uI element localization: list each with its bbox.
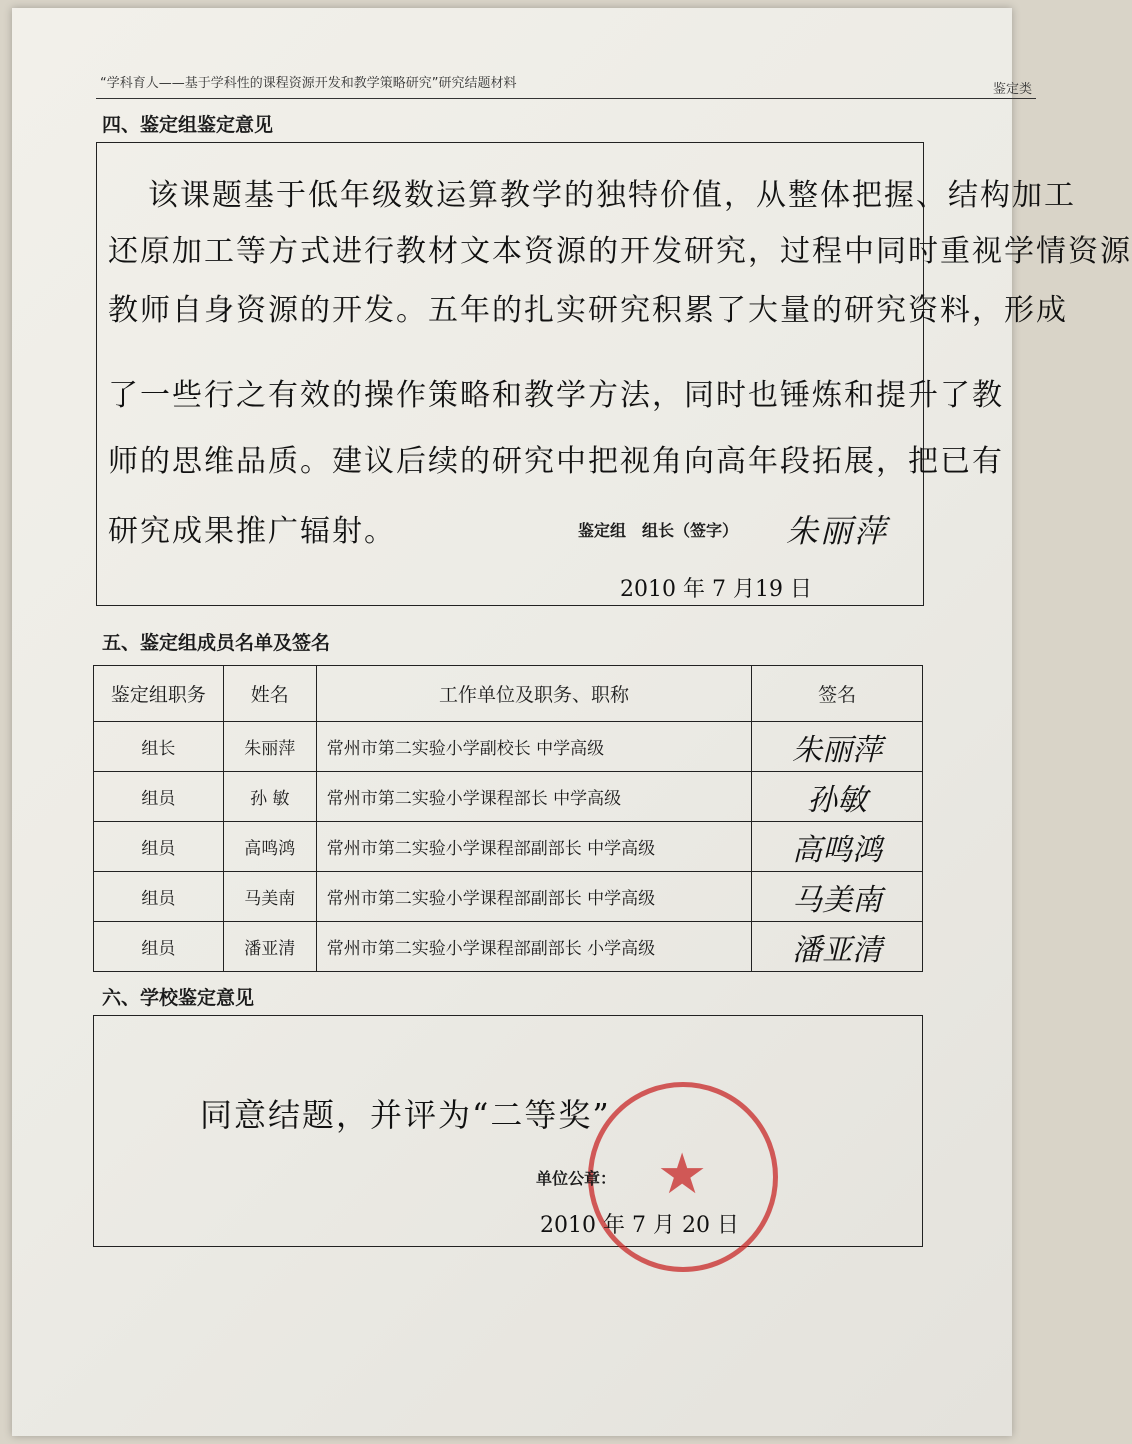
opinion-line-2: 还原加工等方式进行教材文本资源的开发研究，过程中同时重视学情资源 (108, 234, 1132, 269)
section4-date: 2010 年 7 月19 日 (620, 577, 812, 602)
leader-sign-label: 鉴定组 组长（签字） (578, 521, 739, 540)
col-name: 姓名 (223, 666, 316, 722)
member-signature: 高鸣鸿 (752, 822, 923, 872)
member-name: 潘亚清 (223, 922, 316, 972)
opinion-line-3: 教师自身资源的开发。五年的扎实研究积累了大量的研究资料，形成 (108, 293, 1068, 328)
table-row (94, 722, 923, 772)
member-unit: 常州市第二实验小学课程部副部长 中学高级 (316, 872, 751, 922)
member-signature: 孙敏 (752, 772, 923, 822)
seal-label: 单位公章： (536, 1169, 617, 1188)
member-unit: 常州市第二实验小学课程部长 中学高级 (316, 772, 751, 822)
members-table (93, 665, 923, 972)
member-role: 组员 (94, 872, 224, 922)
section4-title: 四、鉴定组鉴定意见 (102, 114, 274, 136)
member-role: 组员 (94, 772, 224, 822)
member-unit: 常州市第二实验小学课程部副部长 中学高级 (316, 822, 751, 872)
opinion-line-1: 该课题基于低年级数运算教学的独特价值，从整体把握、结构加工 (148, 178, 1076, 213)
school-seal-stamp (588, 1082, 778, 1272)
member-signature: 潘亚清 (752, 922, 923, 972)
leader-signature: 朱丽萍 (786, 512, 889, 550)
table-row (94, 922, 923, 972)
member-unit: 常州市第二实验小学课程部副部长 小学高级 (316, 922, 751, 972)
opinion-line-5: 师的思维品质。建议后续的研究中把视角向高年段拓展，把已有 (108, 444, 1004, 479)
member-unit: 常州市第二实验小学副校长 中学高级 (316, 722, 751, 772)
col-signature: 签名 (752, 666, 923, 722)
member-name: 朱丽萍 (223, 722, 316, 772)
member-role: 组员 (94, 922, 224, 972)
member-name: 高鸣鸿 (223, 822, 316, 872)
section6-date: 2010 年 7 月 20 日 (540, 1213, 739, 1238)
table-header-row (94, 666, 923, 722)
table-row (94, 772, 923, 822)
stamp-star-icon: ★ (657, 1142, 708, 1207)
member-signature: 马美南 (752, 872, 923, 922)
member-signature: 朱丽萍 (752, 722, 923, 772)
school-opinion: 同意结题，并评为“二等奖” (200, 1096, 611, 1134)
table-row (94, 822, 923, 872)
opinion-line-6: 研究成果推广辐射。 (108, 514, 396, 549)
section5-title: 五、鉴定组成员名单及签名 (102, 632, 331, 654)
header-title: “学科育人——基于学科性的课程资源开发和教学策略研究”研究结题材料 (100, 76, 517, 91)
header-category: 鉴定类 (992, 82, 1032, 97)
table-row (94, 872, 923, 922)
opinion-line-4: 了一些行之有效的操作策略和教学方法，同时也锤炼和提升了教 (108, 378, 1004, 413)
member-role: 组长 (94, 722, 224, 772)
header-rule (96, 98, 1036, 99)
section6-title: 六、学校鉴定意见 (102, 987, 255, 1009)
col-unit: 工作单位及职务、职称 (316, 666, 751, 722)
member-name: 马美南 (223, 872, 316, 922)
member-name: 孙 敏 (223, 772, 316, 822)
member-role: 组员 (94, 822, 224, 872)
col-role: 鉴定组职务 (94, 666, 224, 722)
